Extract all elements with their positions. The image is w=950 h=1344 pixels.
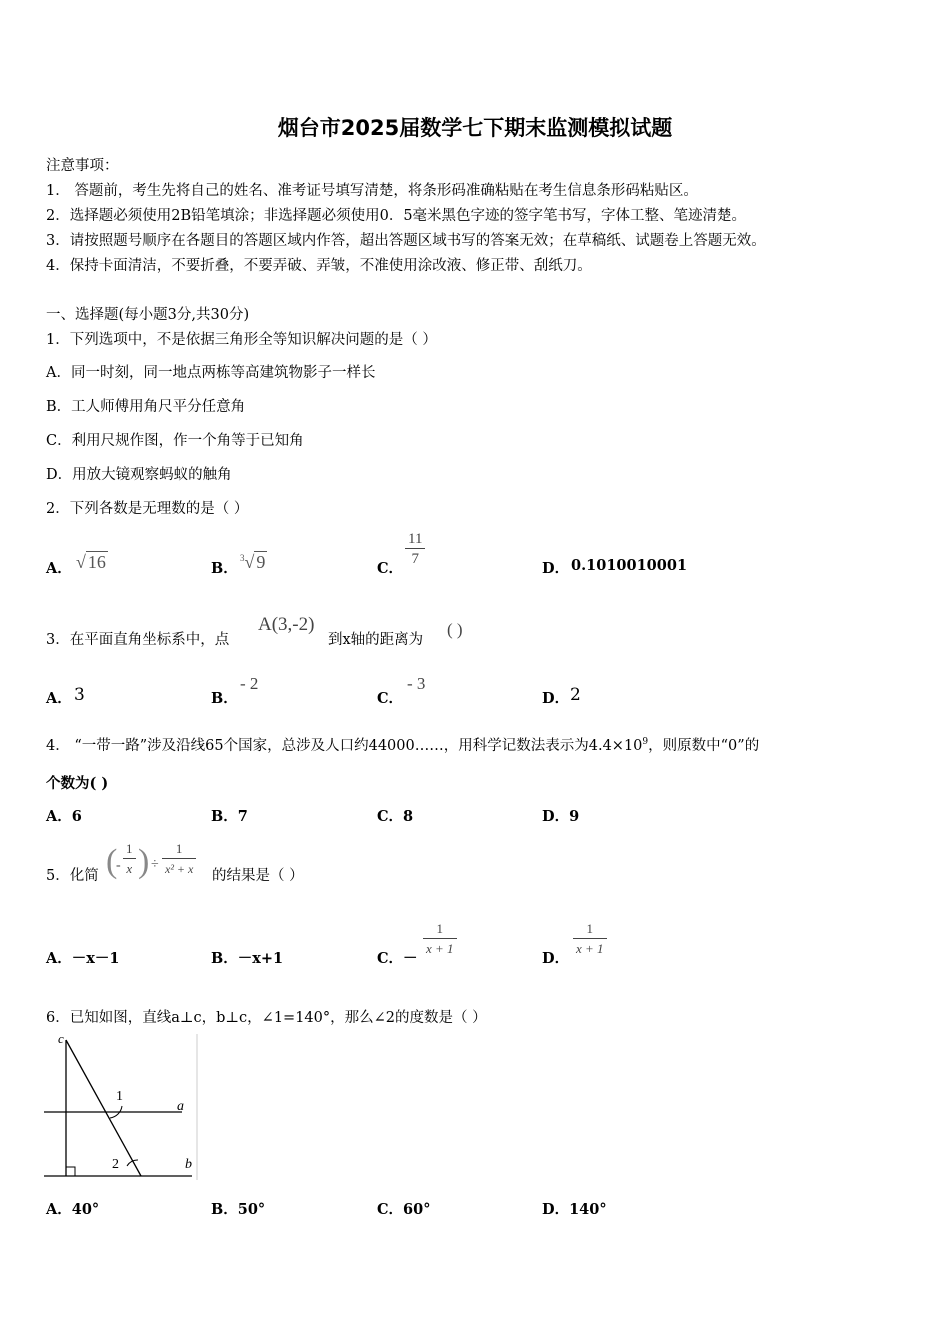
q5-option-c-fraction bbox=[423, 920, 457, 959]
q3-option-b-value: - 2 bbox=[240, 674, 259, 693]
q2-option-c-denominator: 7 bbox=[411, 551, 419, 567]
q5-option-c-label: C．－ bbox=[377, 950, 418, 967]
q2-option-c-fraction bbox=[405, 530, 425, 569]
q6-option-c: C．60° bbox=[377, 1201, 431, 1218]
section-heading: 一、选择题(每小题3分,共30分) bbox=[46, 307, 250, 323]
q3-paren: ( ) bbox=[447, 620, 463, 639]
q5-inner-numerator: 1 bbox=[123, 840, 136, 859]
q5-option-d-label: D． bbox=[542, 950, 570, 967]
q1-stem: 1．下列选项中，不是依据三角形全等知识解决问题的是（ ） bbox=[46, 332, 437, 348]
q5-inner-denominator: x bbox=[126, 861, 133, 876]
notice-item-2: 2．选择题必须使用2B铅笔填涂；非选择题必须使用0．5毫米黑色字迹的签字笔书写，字体工整、笔迹清楚。 bbox=[46, 208, 747, 224]
notice-item-4: 4．保持卡面清洁，不要折叠，不要弄破、弄皱，不准使用涂改液、修正带、刮纸刀。 bbox=[46, 258, 592, 274]
q4-stem-end: ，则原数中“0”的 bbox=[648, 738, 760, 754]
q5-option-d-denominator: x + 1 bbox=[576, 941, 604, 956]
q3-option-a-value: 3 bbox=[74, 685, 85, 705]
notice-heading: 注意事项： bbox=[46, 158, 119, 174]
page-title: 烟台市2025届数学七下期末监测模拟试题 bbox=[277, 116, 673, 140]
q5-minus: - bbox=[116, 858, 121, 873]
q4-stem-text: 4． “一带一路”涉及沿线65个国家，总涉及人口约44000……，用科学记数法表示为4.4×10 bbox=[46, 738, 643, 754]
q4-option-d: D．9 bbox=[542, 808, 580, 825]
q2-option-b-label: B． bbox=[211, 560, 238, 577]
q2-stem: 2．下列各数是无理数的是（ ） bbox=[46, 501, 249, 517]
q4-stem-line1 bbox=[46, 734, 759, 755]
q6-option-b: B．50° bbox=[211, 1201, 266, 1218]
q6-stem: 6．已知如图，直线a⊥c，b⊥c，∠1=140°，那么∠2的度数是（ ） bbox=[46, 1010, 487, 1026]
q6-label-a: a bbox=[177, 1099, 184, 1114]
q6-label-1: 1 bbox=[116, 1089, 123, 1104]
q5-stem-b: 的结果是（ ） bbox=[212, 868, 304, 884]
q5-left-paren: ( bbox=[106, 843, 118, 880]
q1-option-c: C．利用尺规作图，作一个角等于已知角 bbox=[46, 433, 304, 449]
q5-divide: ÷ bbox=[151, 857, 159, 872]
q5-option-a: A．－x－1 bbox=[46, 950, 120, 967]
q5-stem-a: 5．化简 bbox=[46, 868, 99, 884]
q5-inner-fraction bbox=[123, 840, 136, 879]
q5-option-d-fraction bbox=[573, 920, 607, 959]
q5-option-c-denominator: x + 1 bbox=[426, 941, 454, 956]
q2-option-a-radicand: 16 bbox=[87, 552, 106, 572]
q3-option-b-label: B． bbox=[211, 690, 238, 707]
q3-option-d-value: 2 bbox=[570, 685, 581, 705]
q4-exponent: 9 bbox=[642, 737, 649, 748]
q6-angle2-arc bbox=[127, 1160, 138, 1166]
q2-option-c-numerator: 11 bbox=[405, 530, 425, 549]
q6-label-b: b bbox=[185, 1157, 192, 1172]
q5-option-b: B．－x+1 bbox=[211, 950, 284, 967]
q2-option-b-index: 3 bbox=[240, 553, 245, 563]
q2-option-d-label: D． bbox=[542, 560, 570, 577]
q3-option-c-value: - 3 bbox=[407, 674, 426, 693]
q3-option-a-label: A． bbox=[46, 690, 72, 707]
q6-label-2: 2 bbox=[112, 1157, 119, 1172]
q4-option-a: A．6 bbox=[46, 808, 82, 825]
q2-option-d-value: 0.1010010001 bbox=[571, 557, 688, 574]
q5-option-d-numerator: 1 bbox=[573, 920, 607, 939]
q6-option-a: A．40° bbox=[46, 1201, 100, 1218]
q3-option-d-label: D． bbox=[542, 690, 570, 707]
q3-stem-b: 到x轴的距离为 bbox=[328, 632, 424, 648]
q1-option-d: D．用放大镜观察蚂蚁的触角 bbox=[46, 467, 232, 483]
q1-option-b: B．工人师傅用角尺平分任意角 bbox=[46, 399, 246, 415]
q3-point: A(3,‑2) bbox=[258, 614, 315, 635]
q5-divisor-numerator: 1 bbox=[162, 840, 196, 859]
q2-option-a-sqrt: √ 16 bbox=[76, 552, 106, 572]
q3-option-c-label: C． bbox=[377, 690, 404, 707]
q2-option-b-cbrt: $^3$√ 9 bbox=[240, 552, 266, 572]
q3-stem-a: 3．在平面直角坐标系中，点 bbox=[46, 632, 230, 648]
q4-option-b: B．7 bbox=[211, 808, 248, 825]
notice-item-3: 3．请按照题号顺序在各题目的答题区域内作答，超出答题区域书写的答案无效；在草稿纸、试题卷上答题无效。 bbox=[46, 233, 766, 249]
q2-option-c-label: C． bbox=[377, 560, 404, 577]
notice-item-1: 1． 答题前，考生先将自己的姓名、准考证号填写清楚，将条形码准确粘贴在考生信息条形码粘贴区。 bbox=[46, 183, 698, 199]
q5-right-paren: ) bbox=[138, 843, 150, 880]
q6-figure bbox=[40, 1030, 200, 1182]
q6-option-d: D．140° bbox=[542, 1201, 607, 1218]
q5-option-c-numerator: 1 bbox=[423, 920, 457, 939]
q6-label-c: c bbox=[58, 1031, 64, 1046]
q6-transversal bbox=[66, 1040, 141, 1176]
q1-option-a: A．同一时刻，同一地点两栋等高建筑物影子一样长 bbox=[46, 365, 376, 381]
q2-option-a-label: A． bbox=[46, 560, 72, 577]
q2-option-b-radicand: 9 bbox=[256, 552, 266, 572]
q5-divisor-fraction bbox=[162, 840, 196, 879]
q6-right-angle-mark bbox=[66, 1167, 75, 1176]
q4-stem-line2: 个数为( ) bbox=[46, 775, 109, 792]
q4-option-c: C．8 bbox=[377, 808, 414, 825]
q5-divisor-denominator: x² + x bbox=[165, 862, 194, 876]
